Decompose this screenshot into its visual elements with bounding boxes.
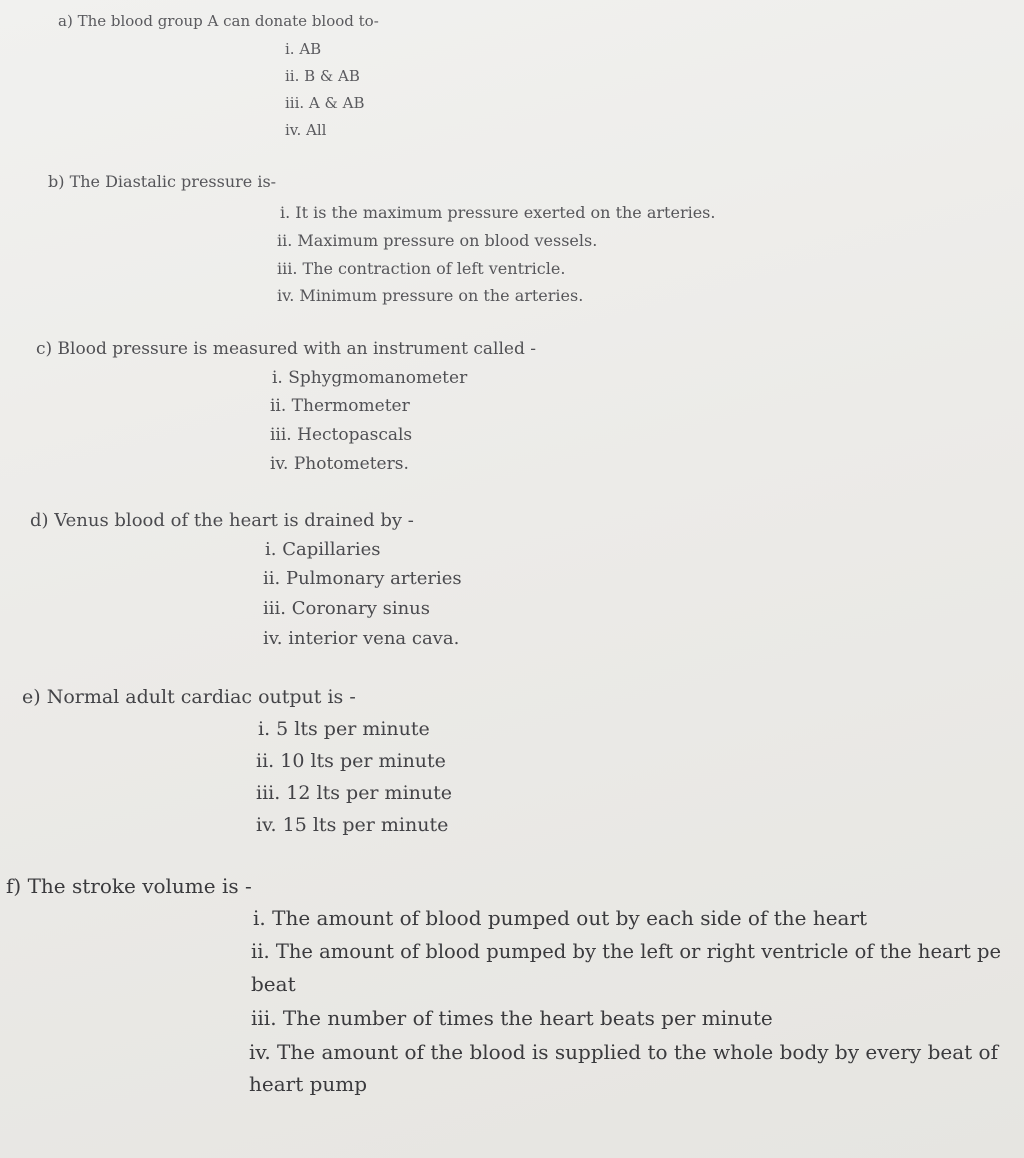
question-a-option-3: iii. A & AB bbox=[285, 94, 365, 112]
question-d-option-4: iv. interior vena cava. bbox=[263, 628, 460, 649]
question-b-prompt: b) The Diastalic pressure is- bbox=[48, 172, 277, 191]
question-f-option-2-continued: beat bbox=[251, 972, 296, 996]
question-c-option-3: iii. Hectopascals bbox=[270, 425, 413, 445]
question-d-option-1: i. Capillaries bbox=[265, 539, 381, 560]
question-f-option-2: ii. The amount of blood pumped by the left or right ventricle of the heart pe bbox=[251, 940, 1002, 963]
question-b-option-3: iii. The contraction of left ventricle. bbox=[277, 259, 566, 278]
question-e-option-1: i. 5 lts per minute bbox=[258, 718, 430, 740]
question-f-option-4: iv. The amount of the blood is supplied to the whole body by every beat of bbox=[249, 1040, 998, 1064]
question-c-option-1: i. Sphygmomanometer bbox=[272, 368, 468, 388]
question-f-option-3: iii. The number of times the heart beats per minute bbox=[251, 1006, 773, 1030]
question-f-option-1: i. The amount of blood pumped out by each side of the heart bbox=[253, 906, 868, 930]
question-b-option-2: ii. Maximum pressure on blood vessels. bbox=[277, 231, 598, 250]
question-d-option-2: ii. Pulmonary arteries bbox=[263, 568, 462, 589]
question-e-option-3: iii. 12 lts per minute bbox=[256, 782, 453, 804]
question-a-prompt: a) The blood group A can donate blood to- bbox=[58, 12, 379, 30]
question-d-prompt: d) Venus blood of the heart is drained by - bbox=[30, 510, 414, 531]
question-f-option-4-continued: heart pump bbox=[249, 1072, 368, 1096]
question-c-prompt: c) Blood pressure is measured with an instrument called - bbox=[36, 339, 536, 359]
question-e-prompt: e) Normal adult cardiac output is - bbox=[22, 686, 356, 708]
question-a-option-4: iv. All bbox=[285, 121, 327, 139]
question-d-option-3: iii. Coronary sinus bbox=[263, 598, 431, 619]
question-e-option-2: ii. 10 lts per minute bbox=[256, 750, 446, 772]
question-c-option-2: ii. Thermometer bbox=[270, 396, 410, 416]
question-c-option-4: iv. Photometers. bbox=[270, 454, 409, 474]
question-a-option-1: i. AB bbox=[285, 40, 322, 58]
question-b-option-1: i. It is the maximum pressure exerted on the arteries. bbox=[280, 203, 716, 222]
question-f-prompt: f) The stroke volume is - bbox=[6, 874, 252, 898]
question-b-option-4: iv. Minimum pressure on the arteries. bbox=[277, 286, 584, 305]
question-e-option-4: iv. 15 lts per minute bbox=[256, 814, 449, 836]
question-a-option-2: ii. B & AB bbox=[285, 67, 360, 85]
